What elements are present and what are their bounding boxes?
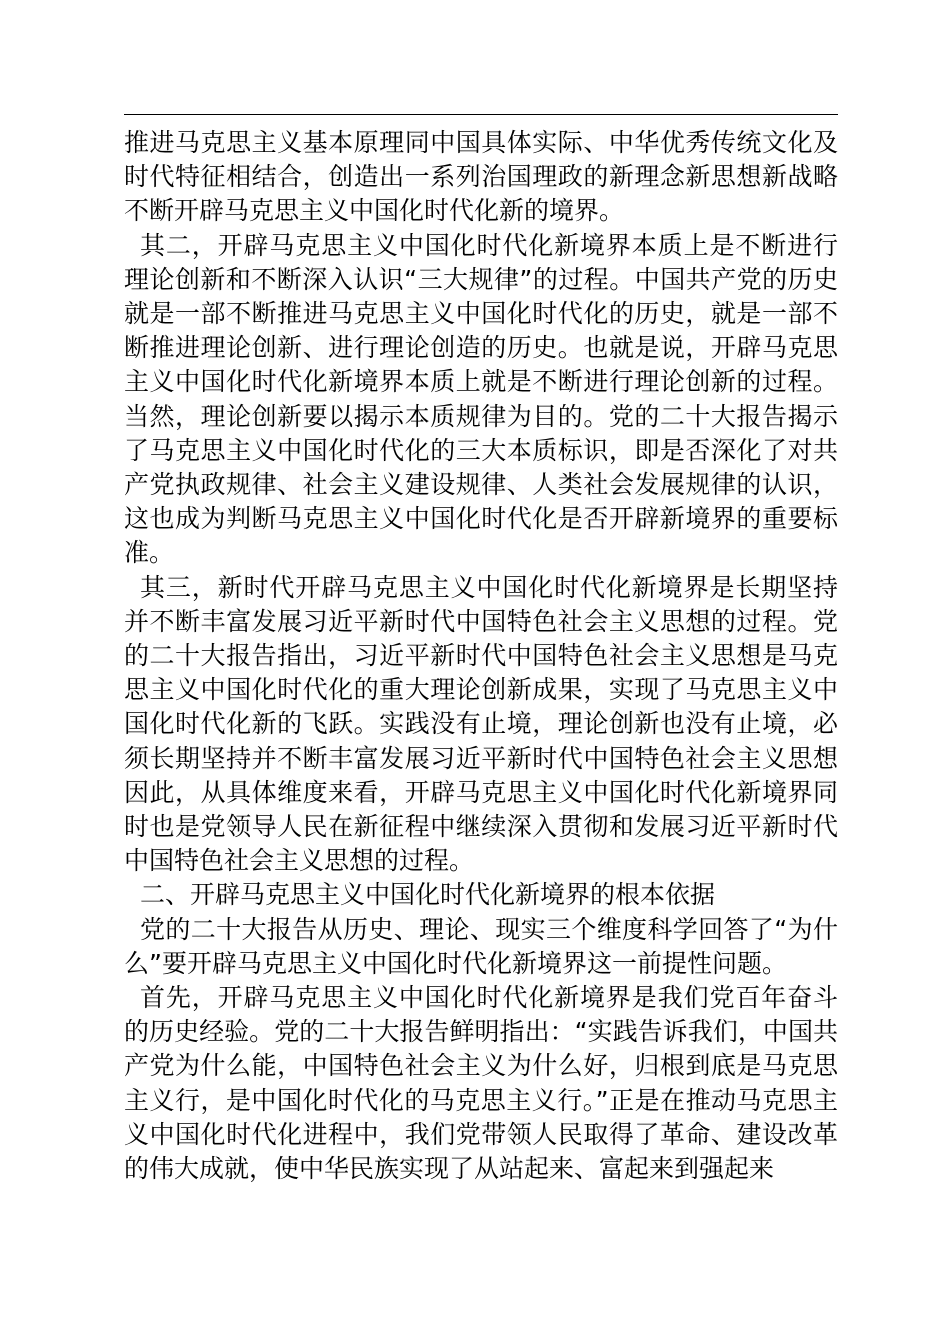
section-heading: 二、开辟马克思主义中国化时代化新境界的根本依据 <box>140 880 716 910</box>
header-rule <box>124 114 838 115</box>
paragraph-third-point: 其三，新时代开辟马克思主义中国化时代化新境界是长期坚持并不断丰富发展习近平新时代中国特色社会主义思想的过程。党的二十大报告指出，习近平新时代中国特色社会主义思想是马克思主义中国化时代化的重大理论创新成果，实现了马克思主义中国化时代化新的飞跃。实践没有止境，理论创新也没有止境，必须长期坚持并不断丰富发展习近平新时代中国特色社会主义思想因此，从具体维度来看，开辟马克思主义中国化时代化新境界同时也是党领导人民在新征程中继续深入贯彻和发展习近平新时代中国特色社会主义思想的过程。 <box>124 572 838 876</box>
paragraph-continuation: 推进马克思主义基本原理同中国具体实际、中华优秀传统文化及时代特征相结合，创造出一系列治国理政的新理念新思想新战略不断开辟马克思主义中国化时代化新的境界。 <box>124 128 838 226</box>
paragraph-second-point: 其二，开辟马克思主义中国化时代化新境界本质上是不断进行理论创新和不断深入认识“三大规律”的过程。中国共产党的历史就是一部不断推进马克思主义中国化时代化的历史，就是一部不断推进理论创新、进行理论创造的历史。也就是说，开辟马克思主义中国化时代化新境界本质上就是不断进行理论创新的过程。当然，理论创新要以揭示本质规律为目的。党的二十大报告揭示了马克思主义中国化时代化的三大本质标识，即是否深化了对共产党执政规律、社会主义建设规律、人类社会发展规律的认识，这也成为判断马克思主义中国化时代化是否开辟新境界的重要标准。 <box>124 230 838 568</box>
paragraph-first-basis: 首先，开辟马克思主义中国化时代化新境界是我们党百年奋斗的历史经验。党的二十大报告鲜明指出：“实践告诉我们，中国共产党为什么能，中国特色社会主义为什么好，归根到底是马克思主义行，是中国化时代化的马克思主义行。”正是在推动马克思主义中国化时代化进程中，我们党带领人民取得了革命、建设改革的伟大成就，使中华民族实现了从站起来、富起来到强起来 <box>124 983 838 1184</box>
document-body <box>124 126 838 1186</box>
paragraph-intro: 党的二十大报告从历史、理论、现实三个维度科学回答了“为什么”要开辟马克思主义中国化时代化新境界这一前提性问题。 <box>124 914 838 978</box>
